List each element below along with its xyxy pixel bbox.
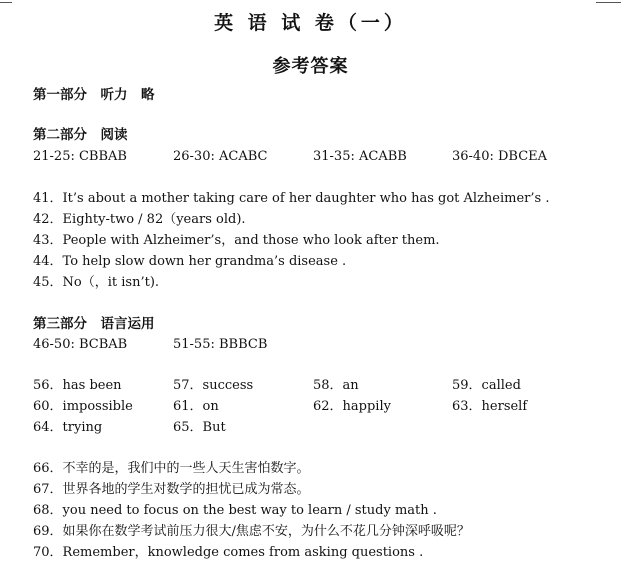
mc-answers-46-50: 46-50: BCBAB	[33, 337, 128, 352]
answer-64: 64．trying	[33, 420, 103, 435]
answer-43: 43．People with Alzheimer’s，and those who look after them.	[33, 233, 440, 248]
answer-61: 61．on	[173, 399, 219, 414]
mc-answers-31-35: 31-35: ACABB	[313, 149, 407, 164]
mc-answers-26-30: 26-30: ACABC	[173, 149, 268, 164]
page-subtitle: 参考答案	[272, 56, 349, 77]
top-rule-left	[0, 2, 12, 3]
answer-69: 69．如果你在数学考试前压力很大/焦虑不安，为什么不花几分钟深呼吸呢？	[33, 524, 470, 539]
answer-68: 68．you need to focus on the best way to learn / study math .	[33, 503, 437, 518]
answer-59: 59．called	[452, 378, 521, 393]
mc-answers-21-25: 21-25: CBBAB	[33, 149, 127, 164]
page-title: 英 语 试 卷（一）	[214, 12, 407, 34]
answer-60: 60．impossible	[33, 399, 133, 414]
answer-41: 41．It’s about a mother taking care of her daughter who has got Alzheimer’s .	[33, 191, 550, 206]
mc-answers-51-55: 51-55: BBBCB	[173, 337, 268, 352]
part3-heading: 第三部分 语言运用	[33, 316, 155, 332]
answer-62: 62．happily	[313, 399, 391, 414]
answer-45: 45．No（，it isn’t).	[33, 275, 160, 290]
answer-57: 57．success	[173, 378, 254, 393]
mc-answers-36-40: 36-40: DBCEA	[452, 149, 548, 164]
answer-56: 56．has been	[33, 378, 122, 393]
answer-67: 67．世界各地的学生对数学的担忧已成为常态。	[33, 482, 310, 497]
answer-42: 42．Eighty-two / 82（years old).	[33, 212, 246, 227]
answer-65: 65．But	[173, 420, 226, 435]
answer-63: 63．herself	[452, 399, 528, 414]
part2-heading: 第二部分 阅读	[33, 127, 128, 143]
answer-70: 70．Remember，knowledge comes from asking questions .	[33, 545, 424, 560]
answer-58: 58．an	[313, 378, 359, 393]
answer-44: 44．To help slow down her grandma’s disease .	[33, 254, 347, 269]
part1-heading: 第一部分 听力 略	[33, 87, 155, 103]
answer-66: 66．不幸的是，我们中的一些人天生害怕数字。	[33, 461, 310, 476]
top-rule-right	[596, 2, 621, 3]
